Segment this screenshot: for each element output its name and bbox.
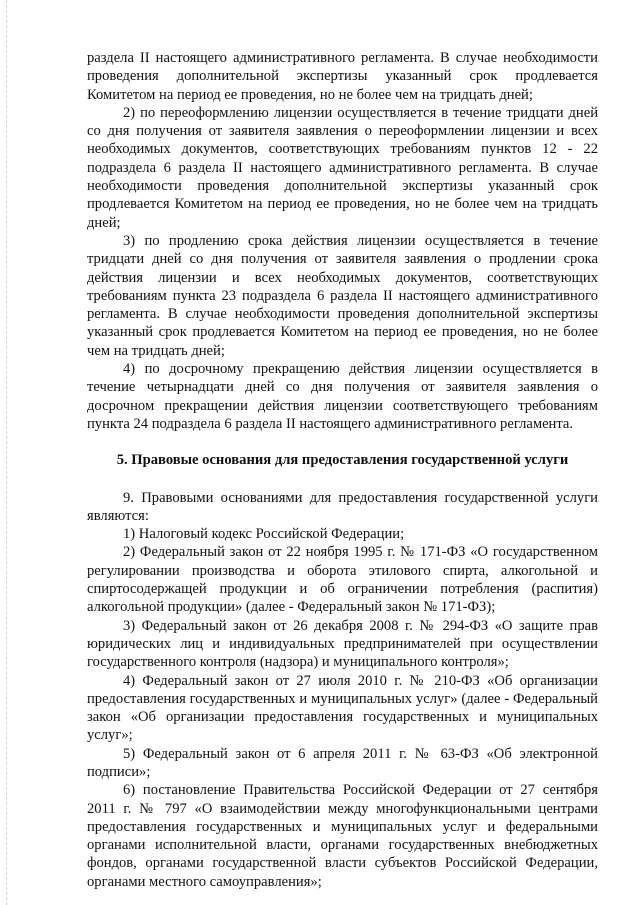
paragraph-basis-4: 4) Федеральный закон от 27 июля 2010 г. № 210-ФЗ «Об организации предоставления государственных и муниципальных услуг» (далее - Федеральный закон «Об организации предоставления государственных и муниципальных услуг»; [87,672,598,744]
paragraph-basis-5: 5) Федеральный закон от 6 апреля 2011 г. № 63-ФЗ «Об электронной подписи»; [87,745,598,780]
paragraph-item-4: 4) по досрочному прекращению действия лицензии осуществляется в течение четырнадцати дней со дня получения от заявителя заявления о досрочном прекращении действия лицензии соответствующего требованиям пункта 24 подраздела 6 раздела II настоящего административного регламента. [87,361,598,432]
section-heading: 5. Правовые основания для предоставления государственной услуги [116,452,569,469]
paragraph-basis-6: 6) постановление Правительства Российской Федерации от 27 сентября 2011 г. № 797 «О взаимодействии между многофункциональными центрами предоставления государственных и муниципальных услуг и федеральными органами исполнительной власти, органами государственных внебюджетных фондов, органами государственной власти субъектов Российской Федерации, органами местного самоуправления»; [87,782,598,890]
paragraph-clause-9: 9. Правовыми основаниями для предоставления государственной услуги являются: [87,489,598,524]
paragraph-basis-3: 3) Федеральный закон от 26 декабря 2008 г. № 294-ФЗ «О защите прав юридических лиц и индивидуальных предпринимателей при осуществлении государственного контроля (надзора) и муниципального контроля»; [87,617,598,671]
paragraph-item-3: 3) по продлению срока действия лицензии осуществляется в течение тридцати дней со дня получения от заявителя заявления о продлении срока действия лицензии и всех необходимых документов, соответствующих требованиям пункта 23 подраздела 6 раздела II настоящего административного регламента. В случае необходимости проведения дополнительной экспертизы указанный срок продлевается Комитетом на период ее проведения, но не более чем на тридцать дней; [87,232,598,359]
scan-edge [6,0,7,905]
paragraph-continuation: раздела II настоящего административного регламента. В случае необходимости проведения дополнительной экспертизы указанный срок продлевается Комитетом на период ее проведения, но не более чем на тридцать дней; [87,50,598,103]
paragraph-basis-2: 2) Федеральный закон от 22 ноября 1995 г. № 171-ФЗ «О государственном регулировании производства и оборота этилового спирта, алкогольной и спиртосодержащей продукции и об ограничении потребления (распития) алкогольной продукции» (далее - Федеральный закон № 171-ФЗ); [87,544,598,616]
paragraph-basis-1: 1) Налоговый кодекс Российской Федерации; [123,526,405,543]
paragraph-item-2: 2) по переоформлению лицензии осуществляется в течение тридцати дней со дня получения от заявителя заявления о переоформлении лицензии и всех необходимых документов, соответствующих требованиям пунктов 12 - 22 подраздела 6 раздела II настоящего административного регламента. В случае необходимости проведения дополнительной экспертизы указанный срок продлевается Комитетом на период ее проведения, но не более чем на тридцать дней; [87,104,598,231]
